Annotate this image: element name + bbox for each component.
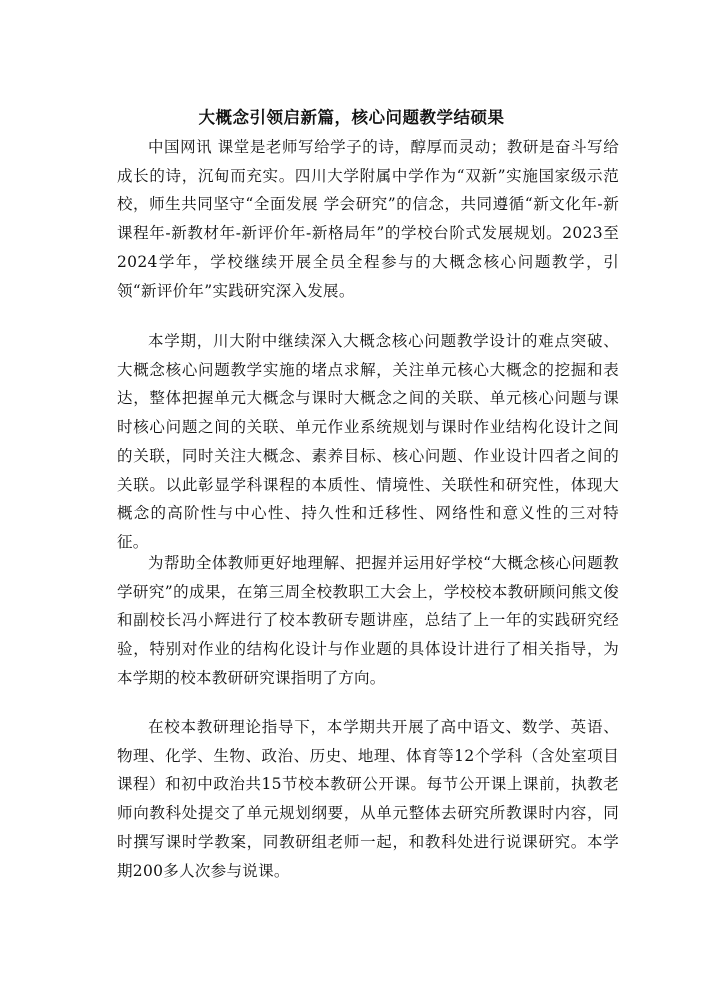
paragraph-open-classes: 在校本教研理论指导下，本学期共开展了高中语文、数学、英语、物理、化学、生物、政治、历史、地理、体育等12个学科（含处室项目课程）和初中政治共15节校本教研公开课。每节公开课上课前，执教老师向教科处提交了单元规划纲要，从单元整体去研究所教课时内容，同时撰写课时学教案，同教研组老师一起，和教科处进行说课研究。本学期200多人次参与说课。 [117,718,619,880]
paragraph-lecture: 为帮助全体教师更好地理解、把握并运用好学校“大概念核心问题教学研究”的成果，在第三周全校教职工大会上，学校校本教研顾问熊文俊和副校长冯小辉进行了校本教研专题讲座，总结了上一年的实践研究经验，特别对作业的结构化设计与作业题的具体设计进行了相关指导，为本学期的校本教研研究课指明了方向。 [117,554,619,687]
page-title: 大概念引领启新篇，核心问题教学结硕果 [198,108,505,127]
paragraph-semester-focus: 本学期，川大附中继续深入大概念核心问题教学设计的难点突破、大概念核心问题教学实施的堵点求解，关注单元核心大概念的挖掘和表达，整体把握单元大概念与课时大概念之间的关联、单元核心问题与课时核心问题之间的关联、单元作业系统规划与课时作业结构化设计之间的关联，同时关注大概念、素养目标、核心问题、作业设计四者之间的关联。以此彰显学科课程的本质性、情境性、关联性和研究性，体现大概念的高阶性与中心性、持久性和迁移性、网络性和意义性的三对特征。 [117,332,619,551]
paragraph-intro: 中国网讯 课堂是老师写给学子的诗，醇厚而灵动；教研是奋斗写给成长的诗，沉甸而充实。四川大学附属中学作为“双新”实施国家级示范校，师生共同坚守“全面发展 学会研究”的信念，共同遵循“新文化年-新课程年-新教材年-新评价年-新格局年”的学校台阶式发展规划。2023至2024学年，学校继续开展全员全程参与的大概念核心问题教学，引领“新评价年”实践研究深入发展。 [117,138,619,300]
